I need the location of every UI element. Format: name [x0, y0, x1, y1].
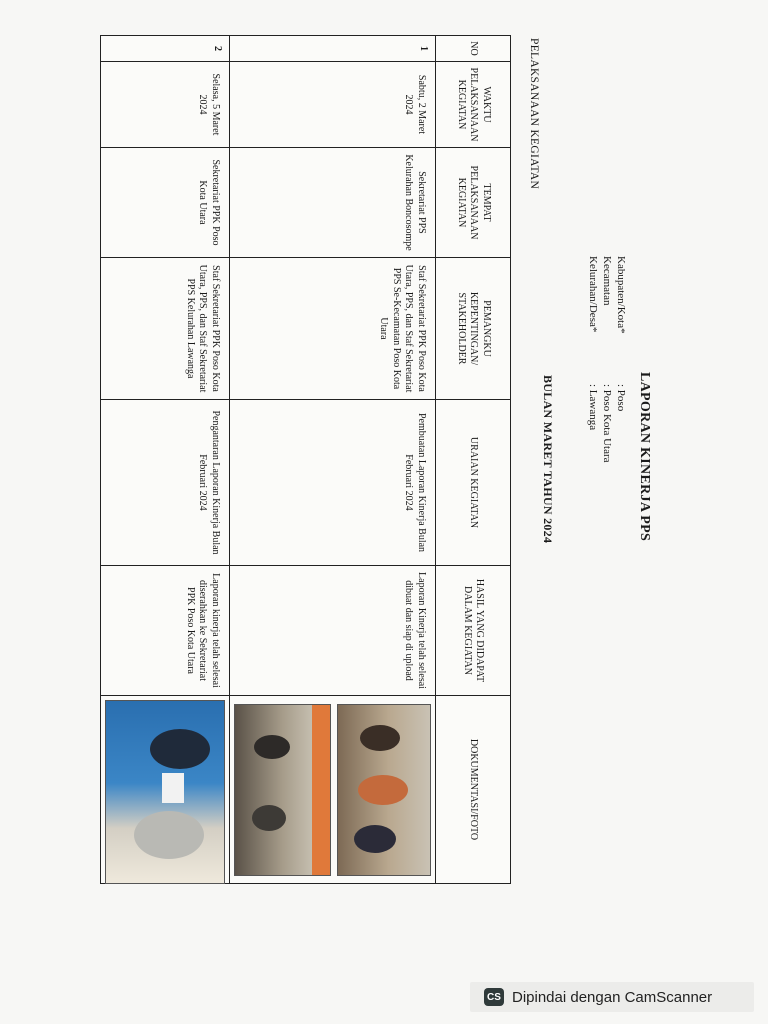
report-period: BULAN MARET TAHUN 2024 — [541, 375, 555, 544]
row-photos — [230, 696, 436, 884]
row-activity: Pengantaran Laporan Kinerja Bulan Februari 2024 — [101, 400, 230, 566]
meta-row-kecamatan — [600, 256, 614, 463]
meta-value: : Poso Kota Utara — [601, 384, 613, 463]
meta-label: Kelurahan/Desa* — [587, 256, 599, 333]
camscanner-logo-icon: CS — [484, 988, 504, 1006]
column-header-time: WAKTU PELAKSANAAN KEGIATAN — [436, 62, 511, 148]
meta-label: Kabupaten/Kota* — [615, 256, 627, 334]
column-header-documentation: DOKUMENTASI/FOTO — [436, 696, 511, 884]
table-row — [230, 36, 436, 884]
row-result: Laporan Kinerja telah selesai dibuat dan siap di upload — [230, 566, 436, 696]
documentation-photo — [234, 704, 331, 876]
column-header-place: TEMPAT PELAKSANAAN KEGIATAN — [436, 148, 511, 258]
row-place: Sekretariat PPK Poso Kota Utara — [101, 148, 230, 258]
meta-row-kabupaten — [614, 256, 628, 463]
row-time: Selasa, 5 Maret 2024 — [101, 62, 230, 148]
row-place: Sekretariat PPS Kelurahan Boncosompe — [230, 148, 436, 258]
row-time: Sabtu, 2 Maret 2024 — [230, 62, 436, 148]
report-title: LAPORAN KINERJA PPS — [637, 372, 652, 542]
section-label: PELAKSANAAN KEGIATAN — [528, 38, 540, 190]
row-activity: Pembuatan Laporan Kinerja Bulan Februari 2024 — [230, 400, 436, 566]
camscanner-badge — [470, 982, 754, 1012]
row-stakeholder: Staf Sekretariat PPK Poso Kota Utara, PPS, dan Staf Sekretariat PPS Kelurahan Lawanga — [101, 258, 230, 400]
row-result: Laporan kinerja telah selesai diserahkan ke Sekretariat PPK Poso Kota Utara — [101, 566, 230, 696]
row-number: 1 — [230, 36, 436, 62]
column-header-no: NO — [436, 36, 511, 62]
meta-value: : Poso — [615, 384, 627, 412]
column-header-result: HASIL YANG DIDAPAT DALAM KEGIATAN — [436, 566, 511, 696]
table-header-row — [436, 36, 511, 884]
report-meta — [586, 256, 628, 463]
activity-table — [100, 35, 511, 884]
column-header-activity: URAIAN KEGIATAN — [436, 400, 511, 566]
camscanner-label: Dipindai dengan CamScanner — [512, 988, 713, 1006]
row-number: 2 — [101, 36, 230, 62]
documentation-photo — [105, 700, 225, 884]
column-header-stakeholder: PEMANGKU KEPENTINGAN/ STAKEHOLDER — [436, 258, 511, 400]
meta-value: : Lawanga — [587, 384, 599, 431]
documentation-photo — [337, 704, 431, 876]
row-photos — [101, 696, 230, 884]
meta-row-kelurahan — [586, 256, 600, 463]
table-row — [101, 36, 230, 884]
meta-label: Kecamatan — [601, 256, 613, 306]
row-stakeholder: Staf Sekretariat PPK Poso Kota Utara, PPS, dan Staf Sekretariat PPS Se-Kecamatan Poso Kota Utara — [230, 258, 436, 400]
